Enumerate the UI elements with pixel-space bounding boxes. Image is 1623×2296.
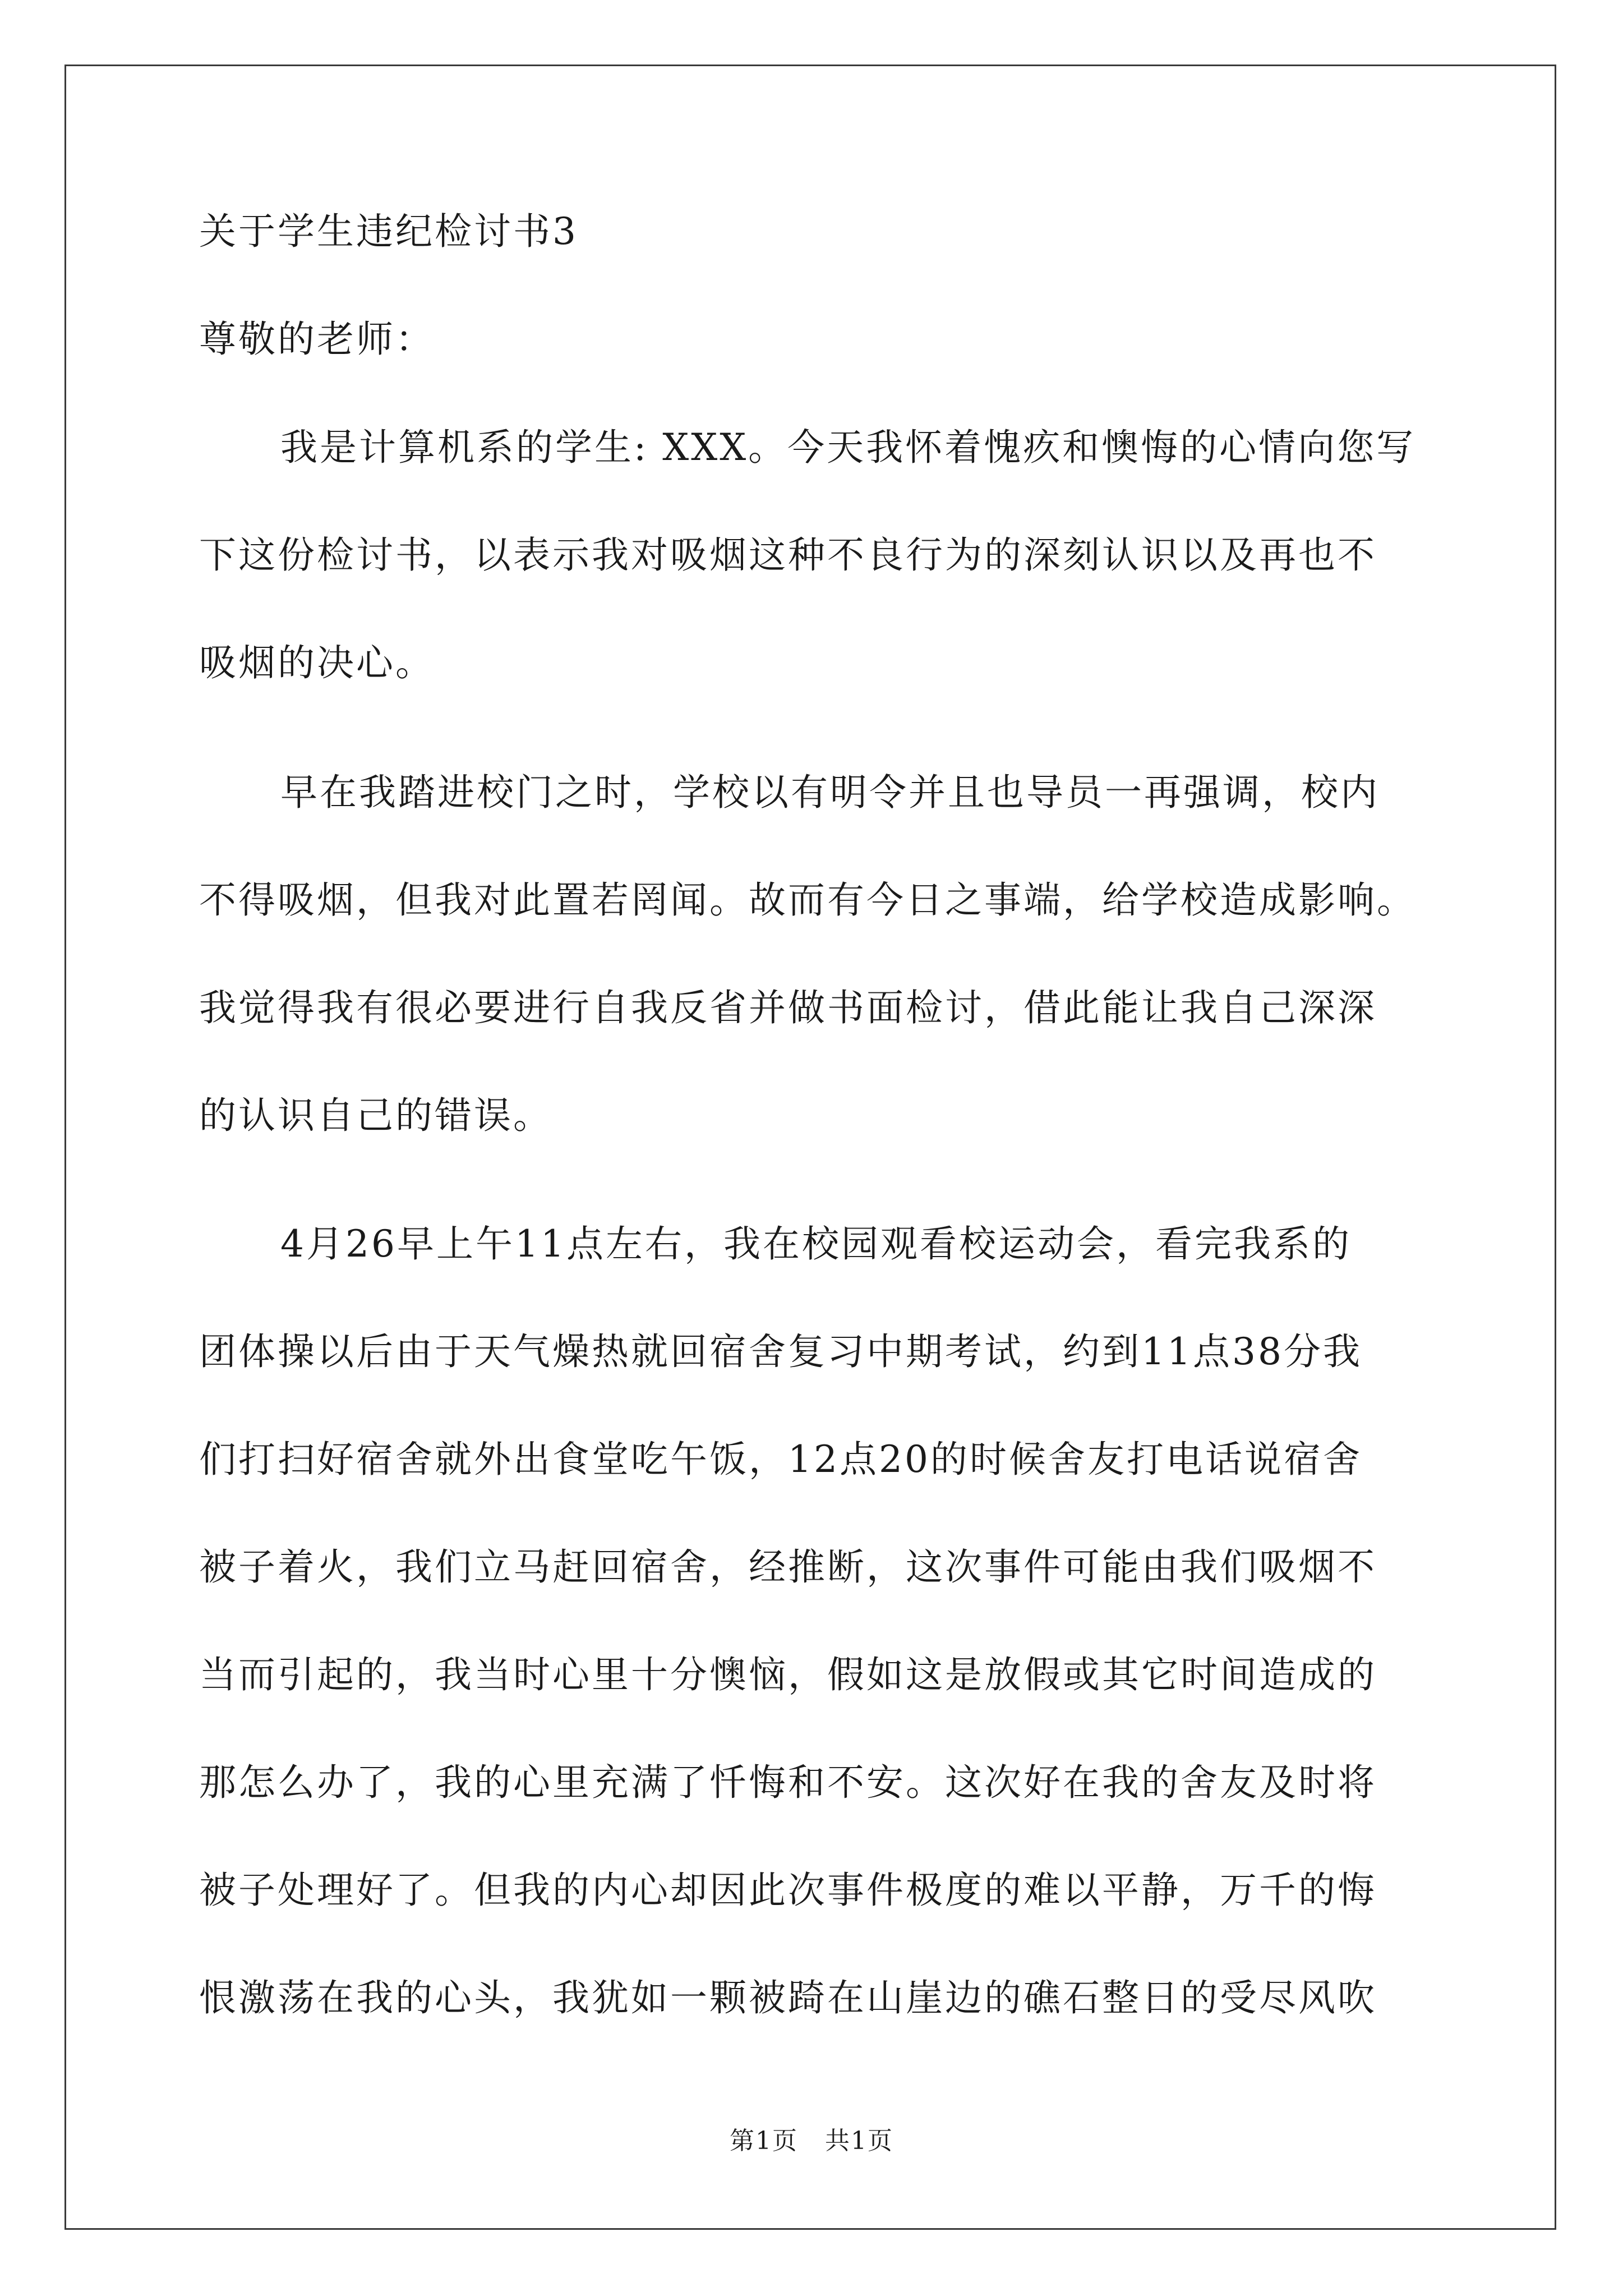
- paragraph-line: 不得吸烟，但我对此置若罔闻。故而有今日之事端，给学校造成影响。: [199, 878, 1416, 922]
- paragraph-line: 被子处理好了。但我的内心却因此次事件极度的难以平静，万千的悔: [199, 1869, 1377, 1912]
- document-title: 关于学生违纪检讨书3: [199, 210, 578, 253]
- paragraph-1: [199, 426, 1433, 684]
- paragraph-line: 被子着火，我们立马赶回宿舍，经推断，这次事件可能由我们吸烟不: [199, 1545, 1377, 1589]
- paragraph-3: [199, 1222, 1433, 2019]
- paragraph-line: 当而引起的，我当时心里十分懊恼，假如这是放假或其它时间造成的: [199, 1653, 1377, 1696]
- paragraph-line: 下这份检讨书，以表示我对吸烟这种不良行为的深刻认识以及再也不: [199, 533, 1377, 577]
- paragraph-line: 4月26早上午11点左右，我在校园观看校运动会，看完我系的: [280, 1222, 1352, 1266]
- paragraph-line: 恨激荡在我的心头，我犹如一颗被踦在山崖边的礁石整日的受尽风吹: [199, 1976, 1377, 2019]
- paragraph-line: 早在我踏进校门之时，学校以有明令并且也导员一再强调，校内: [280, 771, 1380, 814]
- paragraph-line: 吸烟的决心。: [199, 641, 435, 684]
- paragraph-line: 们打扫好宿舍就外出食堂吃午饭，12点20的时候舍友打电话说宿舍: [199, 1438, 1362, 1481]
- paragraph-line: 我是计算机系的学生: XXX。今天我怀着愧疚和懊悔的心情向您写: [280, 426, 1416, 469]
- salutation: 尊敬的老师：: [199, 318, 435, 361]
- paragraph-line: 团体操以后由于天气燥热就回宿舍复习中期考试，约到11点38分我: [199, 1330, 1362, 1373]
- paragraph-2: [199, 771, 1433, 1137]
- page-number: 第1页 共1页: [730, 2127, 893, 2155]
- paragraph-line: 我觉得我有很必要进行自我反省并做书面检讨，借此能让我自己深深: [199, 986, 1377, 1029]
- paragraph-line: 那怎么办了，我的心里充满了忏悔和不安。这次好在我的舍友及时将: [199, 1761, 1377, 1804]
- paragraph-line: 的认识自己的错误。: [199, 1094, 552, 1137]
